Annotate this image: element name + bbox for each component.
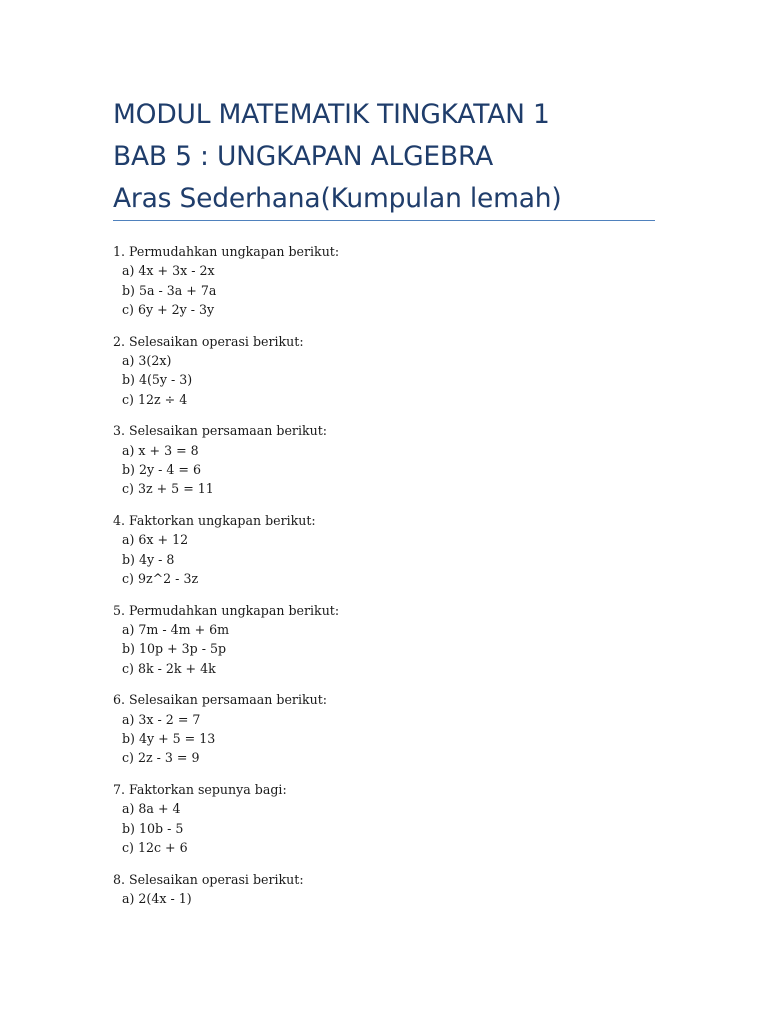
question-item: c) 8k - 2k + 4k xyxy=(122,660,216,676)
question-item: b) 10b - 5 xyxy=(122,820,184,836)
question-heading: 2. Selesaikan operasi berikut: xyxy=(113,333,304,349)
question-4 xyxy=(113,511,673,588)
question-2 xyxy=(113,332,673,409)
question-item: b) 5a - 3a + 7a xyxy=(122,282,217,298)
question-8 xyxy=(113,870,673,909)
question-item: c) 6y + 2y - 3y xyxy=(122,301,215,317)
question-item: a) 8a + 4 xyxy=(122,801,181,817)
question-item: a) 6x + 12 xyxy=(122,532,189,548)
question-item: a) 3x - 2 = 7 xyxy=(122,711,201,727)
question-heading: 8. Selesaikan operasi berikut: xyxy=(113,871,304,887)
question-heading: 7. Faktorkan sepunya bagi: xyxy=(113,782,287,798)
question-item: a) 2(4x - 1) xyxy=(122,891,192,907)
question-item: a) x + 3 = 8 xyxy=(122,442,199,458)
question-1 xyxy=(113,242,673,319)
question-heading: 3. Selesaikan persamaan berikut: xyxy=(113,423,328,439)
level-subtitle: Aras Sederhana(Kumpulan lemah) xyxy=(113,183,562,214)
question-7 xyxy=(113,780,673,857)
question-list xyxy=(113,242,673,921)
question-6 xyxy=(113,690,673,767)
question-item: c) 2z - 3 = 9 xyxy=(122,750,200,766)
question-heading: 6. Selesaikan persamaan berikut: xyxy=(113,692,328,708)
question-3 xyxy=(113,421,673,498)
question-item: a) 4x + 3x - 2x xyxy=(122,263,215,279)
question-item: a) 3(2x) xyxy=(122,352,172,368)
chapter-title: BAB 5 : UNGKAPAN ALGEBRA xyxy=(113,141,494,172)
question-item: c) 9z^2 - 3z xyxy=(122,570,199,586)
question-heading: 1. Permudahkan ungkapan berikut: xyxy=(113,244,340,259)
question-item: b) 2y - 4 = 6 xyxy=(122,461,201,477)
question-item: b) 4y + 5 = 13 xyxy=(122,731,216,747)
question-item: b) 10p + 3p - 5p xyxy=(122,641,227,657)
question-heading: 5. Permudahkan ungkapan berikut: xyxy=(113,602,340,618)
module-title: MODUL MATEMATIK TINGKATAN 1 xyxy=(113,99,550,130)
question-item: b) 4(5y - 3) xyxy=(122,372,193,388)
question-item: b) 4y - 8 xyxy=(122,551,175,567)
question-5 xyxy=(113,601,673,678)
question-item: c) 12z ÷ 4 xyxy=(122,391,188,407)
question-item: a) 7m - 4m + 6m xyxy=(122,622,230,638)
title-block xyxy=(113,94,673,220)
question-heading: 4. Faktorkan ungkapan berikut: xyxy=(113,513,316,529)
question-item: c) 3z + 5 = 11 xyxy=(122,481,214,497)
question-item: c) 12c + 6 xyxy=(122,840,188,856)
title-divider xyxy=(113,220,655,221)
